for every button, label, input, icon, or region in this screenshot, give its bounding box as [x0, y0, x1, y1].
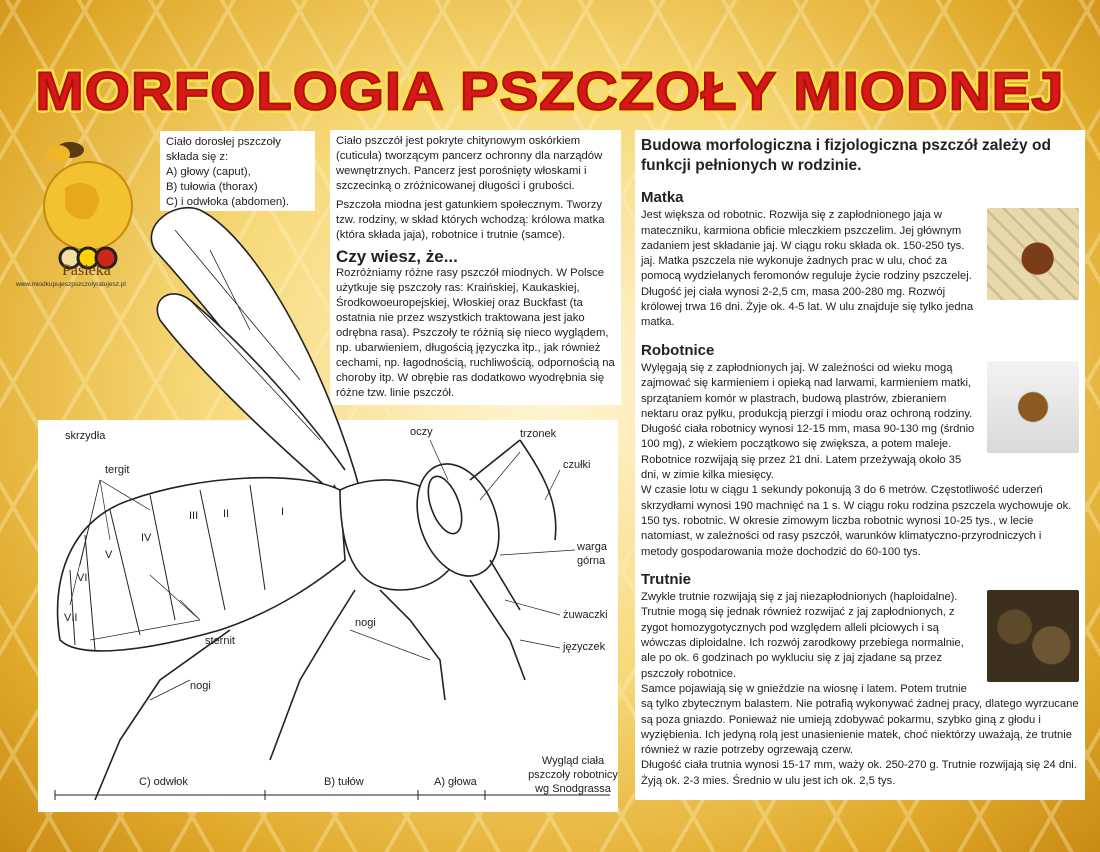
section-text: Długość jej ciała wynosi 2-2,5 cm, masa 200-280 mg. Rozwój królowej trwa 16 dni. Żyje ok. 4-5 lat. W ulu znajduje się tylko jedna matka.	[641, 285, 974, 329]
section-text: Samce pojawiają się w gnieździe na wiosnę i latem. Potem trutnie są tylko zbytecznym balastem. Nie potrafią wykonywać żadnej pracy, dlatego wyrzucane są poza gniazdo. Ponieważ nie umieją zdobywać pokarmu, szybko giną z głodu i wyziębienia. Ich jedyną rolą jest unasienienie matek, choć niektórzy uważają, że trutnie również w razie potrzeby ogrzewają czerw.	[641, 682, 1079, 757]
label-tergite-3: III	[189, 510, 199, 522]
section-head: A) głowa	[430, 776, 481, 788]
logo-name: Pasieka	[62, 262, 111, 279]
diagram-caption: Wygląd ciała pszczoły robotnicy wg Snodgrassa	[528, 755, 618, 795]
social-paragraph: Pszczoła miodna jest gatunkiem społecznym. Tworzy tzw. rodziny, w skład których wchodzą: królowa matka (która składa jaja), robotnice i trutnie (samce).	[336, 199, 605, 241]
label-labrum: warga górna	[577, 541, 607, 567]
label-tongue: języczek	[563, 641, 606, 653]
cuticle-paragraph: Ciało pszczół jest pokryte chitynowym oskórkiem (cuticula) tworzącym pancerz ochronny dla narządów wewnętrznych. Pancerz jest porośnięty włoskami i szczecinką o zróżnicowanej długości i grubości.	[336, 135, 603, 192]
section-title: Trutnie	[641, 570, 692, 588]
label-tergite-6: VI	[77, 572, 88, 584]
label-legs: nogi	[355, 617, 376, 629]
did-you-know-heading: Czy wiesz, że...	[336, 247, 458, 266]
section-text: Długość ciała robotnicy wynosi 12-15 mm, masa 90-130 mg (śrdnio 100 mg), z wiekiem początkowo się zwiększa, a potem maleje. Robotnice rozwijają się przez 21 dni. Latem przeżywają około 35 dni, w zimie kilka miesięcy.	[641, 423, 975, 482]
poster-title: MORFOLOGIA PSZCZOŁY MIODNEJ	[35, 61, 1065, 122]
section-thorax: B) tułów	[320, 776, 368, 788]
section-text: Długość ciała trutnia wynosi 15-17 mm, waży ok. 250-270 g. Trutnie rozwijają się 24 dni. Żyją ok. 2-3 mies. Średnio w ulu jest ich ok. 2,5 tys.	[641, 759, 1077, 787]
label-wings: skrzydła	[65, 430, 106, 442]
label-antennae: czułki	[563, 459, 591, 471]
label-scape: trzonek	[520, 428, 557, 440]
section-text: Zwykle trutnie rozwijają się z jaj niezapłodnionych (haploidalne). Trutnie mogą się jednak również rozwijać z jaj zapłodnionych, z zygot homozygotycznych pod względem alleli płciowych i są wówczas diploidalne. Ich rozwój zarodkowy przebiega normalnie, ale po ok. 6 godzinach po wykluciu się z jaj zjadane są przez pszczoły robotnice.	[641, 591, 964, 680]
section-text: Jest większa od robotnic. Rozwija się z zapłodnionego jaja w mateczniku, karmiona obficie mleczkiem pszczelim. Jej głównym zadaniem jest składanie jaj. W ciągu roku składa ok. 150-250 tys. jaj. Matka pszczela nie wykonuje żadnych prac w ulu, choć za pomocą wydzielanych feromonów reguluje życie rodziny pszczelej.	[641, 209, 972, 283]
label-eyes: oczy	[410, 426, 433, 438]
section-title: Robotnice	[641, 341, 715, 359]
label-tergite-1: I	[281, 506, 285, 518]
section-title: Matka	[641, 189, 684, 206]
logo-url: www.miodkupujeszpszczolyratujesz.pl	[16, 281, 126, 288]
label-mandibles: żuwaczki	[563, 609, 608, 621]
label-legs: nogi	[190, 680, 211, 692]
castes-heading: Budowa morfologiczna i fizjologiczna pszczół zależy od funkcji pełnionych w rodzinie.	[641, 137, 1051, 174]
label-tergit: tergit	[105, 464, 130, 476]
label-tergite-4: IV	[141, 532, 152, 544]
races-paragraph: Rozróżniamy różne rasy pszczół miodnych. W Polsce użytkuje się pszczoły ras: Kraińskiej, Kaukaskiej, Środkowoeuropejskiej, Włoskiej oraz Buckfast (ta ostatnia nie przez wszystkich traktowana jest jako odrębna rasa). Pszczoły te różnią się nieco wyglądem, np. ubarwieniem, długością języczka itp., jak również cechami, np. łagodnością, ruchliwością, odpornością na choroby itp. W obrębie ras dodatkowo wyodrębnia się różne tzw. linie pszczół.	[336, 267, 615, 399]
label-tergite-2: II	[223, 508, 230, 520]
label-tergite-7: VII	[64, 612, 78, 624]
section-text: Wylęgają się z zapłodnionych jaj. W zależności od wieku mogą zajmować się karmieniem i opieką nad larwami, karmieniem matki, sprzątaniem komór w plastrach, budową plastrów, zbieraniem nektaru oraz pyłku, produkcją pierzgi i miodu oraz ochroną rodziny.	[641, 361, 973, 420]
intro-box: Ciało dorosłej pszczoły składa się z: A) głowy (caput), B) tułowia (thorax) C) i odwłoka (abdomen).	[160, 131, 315, 211]
label-sternit: sternit	[205, 635, 235, 647]
section-text: W czasie lotu w ciągu 1 sekundy pokonują 3 do 6 metrów. Częstotliwość uderzeń skrzydłami wynosi 190 machnięć na 1 s. W ciągu roku rodzina pszczela wychowuje ok. 150 tys. robotnic. W okresie zimowym liczba robotnic wynosi 10-25 tys., w lecie natomiast, w zależności od rasy pszczół, warunków klimatyczno-przyrodniczych i metody gospodarowania może dochodzić do 60-100 tys.	[641, 484, 1072, 558]
section-abdomen: C) odwłok	[135, 776, 192, 788]
label-tergite-5: V	[105, 549, 113, 561]
